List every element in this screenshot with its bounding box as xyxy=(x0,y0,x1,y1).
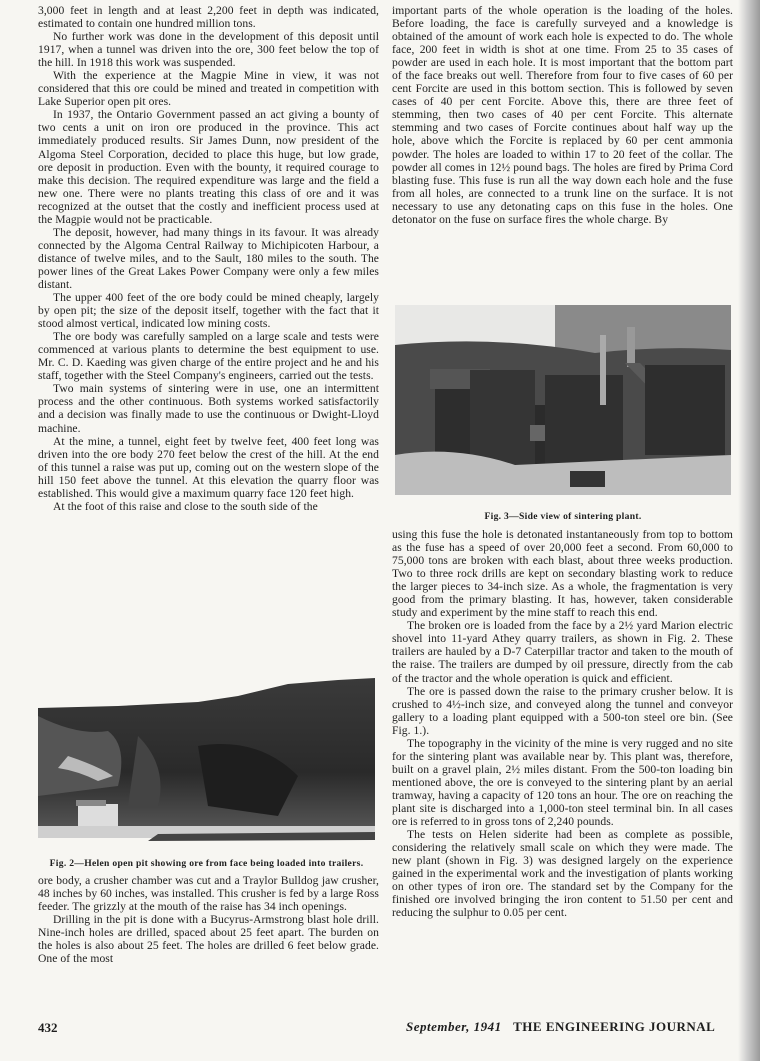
page-edge-shadow xyxy=(738,0,760,1061)
open-pit-photo xyxy=(38,676,375,848)
paragraph: With the experience at the Magpie Mine in view, it was not considered that this ore could be mined and treated in competition with Lake Superior open pit ores. xyxy=(38,69,379,109)
page-number: 432 xyxy=(38,1020,58,1035)
paragraph: ore body, a crusher chamber was cut and a Traylor Bulldog jaw crusher, 48 inches by 60 inches, was installed. This crusher is fed by a large Ross feeder. The grizzly at the mouth of the raise has 34 inch openings. xyxy=(38,874,379,914)
paragraph: Drilling in the pit is done with a Bucyrus-Armstrong blast hole drill. Nine-inch holes are drilled, spaced about 25 feet apart. The burden on the holes is also about 25 feet. The holes are drilled 6 feet below grade. One of the most xyxy=(38,913,379,966)
right-column-bottom xyxy=(392,528,733,919)
issue-date: September, 1941 xyxy=(406,1019,502,1034)
paragraph: The deposit, however, had many things in its favour. It was already connected by the Algoma Central Railway to Michipicoten Harbour, a distance of twelve miles, and to the Sault, 180 miles to the south. The power lines of the Great Lakes Power Company were only a few miles distant. xyxy=(38,225,379,291)
paragraph: The broken ore is loaded from the face by a 2½ yard Marion electric shovel into 11-yard Athey quarry trailers, as shown in Fig. 2. These trailers are hauled by a D-7 Caterpillar tractor and taken to the mouth of the raise. The trailers are dumped by oil pressure, directly from the cab of the tractor and the whole operation is quick and efficient. xyxy=(392,619,733,685)
left-column-bottom xyxy=(38,874,379,965)
paragraph: The tests on Helen siderite had been as complete as possible, considering the relatively small scale on which they were made. The new plant (shown in Fig. 3) was designed largely on the experience gained in the experimental work and the investigation of plants working on other types of iron ore. The standard set by the Company for the finished ore involved bringing the iron content to 51.50 per cent and reducing the sulphur to 0.05 per cent. xyxy=(392,828,733,920)
paragraph: In 1937, the Ontario Government passed an act giving a bounty of two cents a unit on iron ore produced in the province. This act immediately produced results. Sir James Dunn, now president of the Algoma Steel Corporation, decided to place this huge, but low grade, ore deposit in production. Even with the bounty, it required courage to make this decision. The required expenditure was large and the field a new one. There were no plants treating this class of ore and it was recognized at the outset that the costly and inefficient process used at the Magpie would not be practicable. xyxy=(38,108,379,226)
right-column-top xyxy=(392,4,733,226)
paragraph: The topography in the vicinity of the mine is very rugged and no site for the sintering plant was available near by. This plant was, therefore, built on a gravel plain, 2½ miles distant. From the 500-ton loading bin mentioned above, the ore is conveyed to the sintering plant by an aerial tramway, having a capacity of 120 tons an hour. The ore on reaching the plant site is discharged into a 1,000-ton steel terminal bin. In all cases ore is referred to in gross tons of 2,240 pounds. xyxy=(392,736,733,829)
figure-2 xyxy=(38,676,375,869)
paragraph: Two main systems of sintering were in use, one an intermittent process and the other continuous. Both systems worked satisfactorily and a decision was finally made to use the continuous or Dwight-Lloyd machine. xyxy=(38,382,379,435)
paragraph: No further work was done in the development of this deposit until 1917, when a tunnel was driven into the ore, 300 feet below the top of the hill. In 1918 this work was suspended. xyxy=(38,30,379,70)
figure-3-caption: Fig. 3—Side view of sintering plant. xyxy=(484,511,642,522)
figure-3 xyxy=(395,305,731,522)
paragraph: The upper 400 feet of the ore body could be mined cheaply, largely by open pit; the size of the deposit itself, together with the fact that it stood almost vertical, indicated low mining costs. xyxy=(38,291,379,331)
paragraph: 3,000 feet in length and at least 2,200 feet in depth was indicated, estimated to contain one hundred million tons. xyxy=(38,4,379,31)
paragraph: using this fuse the hole is detonated instantaneously from top to bottom as the fuse has a speed of over 20,000 feet a second. From 60,000 to 75,000 tons are broken with each blast, about three weeks production. Two to three rock drills are kept on secondary blasting work to reduce the larger pieces to 34-inch size. As a whole, the fragmentation is very good from the primary blasting. It has, however, taken considerable study and experiment by the mine staff to reach this end. xyxy=(392,528,733,620)
paragraph: important parts of the whole operation is the loading of the holes. Before loading, the face is carefully surveyed and a knowledge is obtained of the amount of work each hole is expected to do. The whole face, 200 feet in width is shot at one time. From 25 to 35 cases of powder are used in each hole. It is most important that the bottom part of the face breaks out well. Therefore from four to five cases of 60 per cent Forcite are used in this bottom section. This is followed by seven cases of 40 per cent Forcite. Above this, there are three feet of stemming, then two cases of 40 per cent Forcite. This alternate stemming and two cases of Forcite continues about half way up the hole, above which the Forcite is replaced by 60 per cent ammonia powder. The holes are loaded to within 17 to 20 feet of the collar. The powder all comes in 12½ pound bags. The holes are fired by Prima Cord blasting fuse. This fuse is run all the way down each hole and the fuse from all holes, are connected to a trunk line on the surface. It is not necessary to use any detonating caps on this fuse in the holes. One detonator on the fuse on surface fires the whole charge. By xyxy=(392,4,733,226)
paragraph: The ore body was carefully sampled on a large scale and tests were commenced at various plants to determine the best equipment to use. Mr. C. D. Kaeding was given charge of the entire project and he and his staff, together with the Steel Company's engineers, carried out the tests. xyxy=(38,330,379,383)
running-footer xyxy=(406,1019,715,1035)
paragraph: The ore is passed down the raise to the primary crusher below. It is crushed to 4½-inch size, and conveyed along the tunnel and conveyor gallery to a loading plant equipped with a 500-ton steel ore bin. (See Fig. 1.). xyxy=(392,684,733,737)
left-column-top xyxy=(38,4,379,513)
journal-name: THE ENGINEERING JOURNAL xyxy=(513,1019,716,1034)
sintering-plant-photo xyxy=(395,305,731,495)
paragraph: At the foot of this raise and close to the south side of the xyxy=(53,499,318,513)
figure-2-caption: Fig. 2—Helen open pit showing ore from face being loaded into trailers. xyxy=(49,858,364,869)
paragraph: At the mine, a tunnel, eight feet by twelve feet, 400 feet long was driven into the ore body 270 feet below the crest of the hill. At the end of this tunnel a raise was put up, coming out on the western slope of the hill 150 feet above the tunnel. At this elevation the quarry floor was established. This would give a maximum quarry face 120 feet high. xyxy=(38,434,379,500)
